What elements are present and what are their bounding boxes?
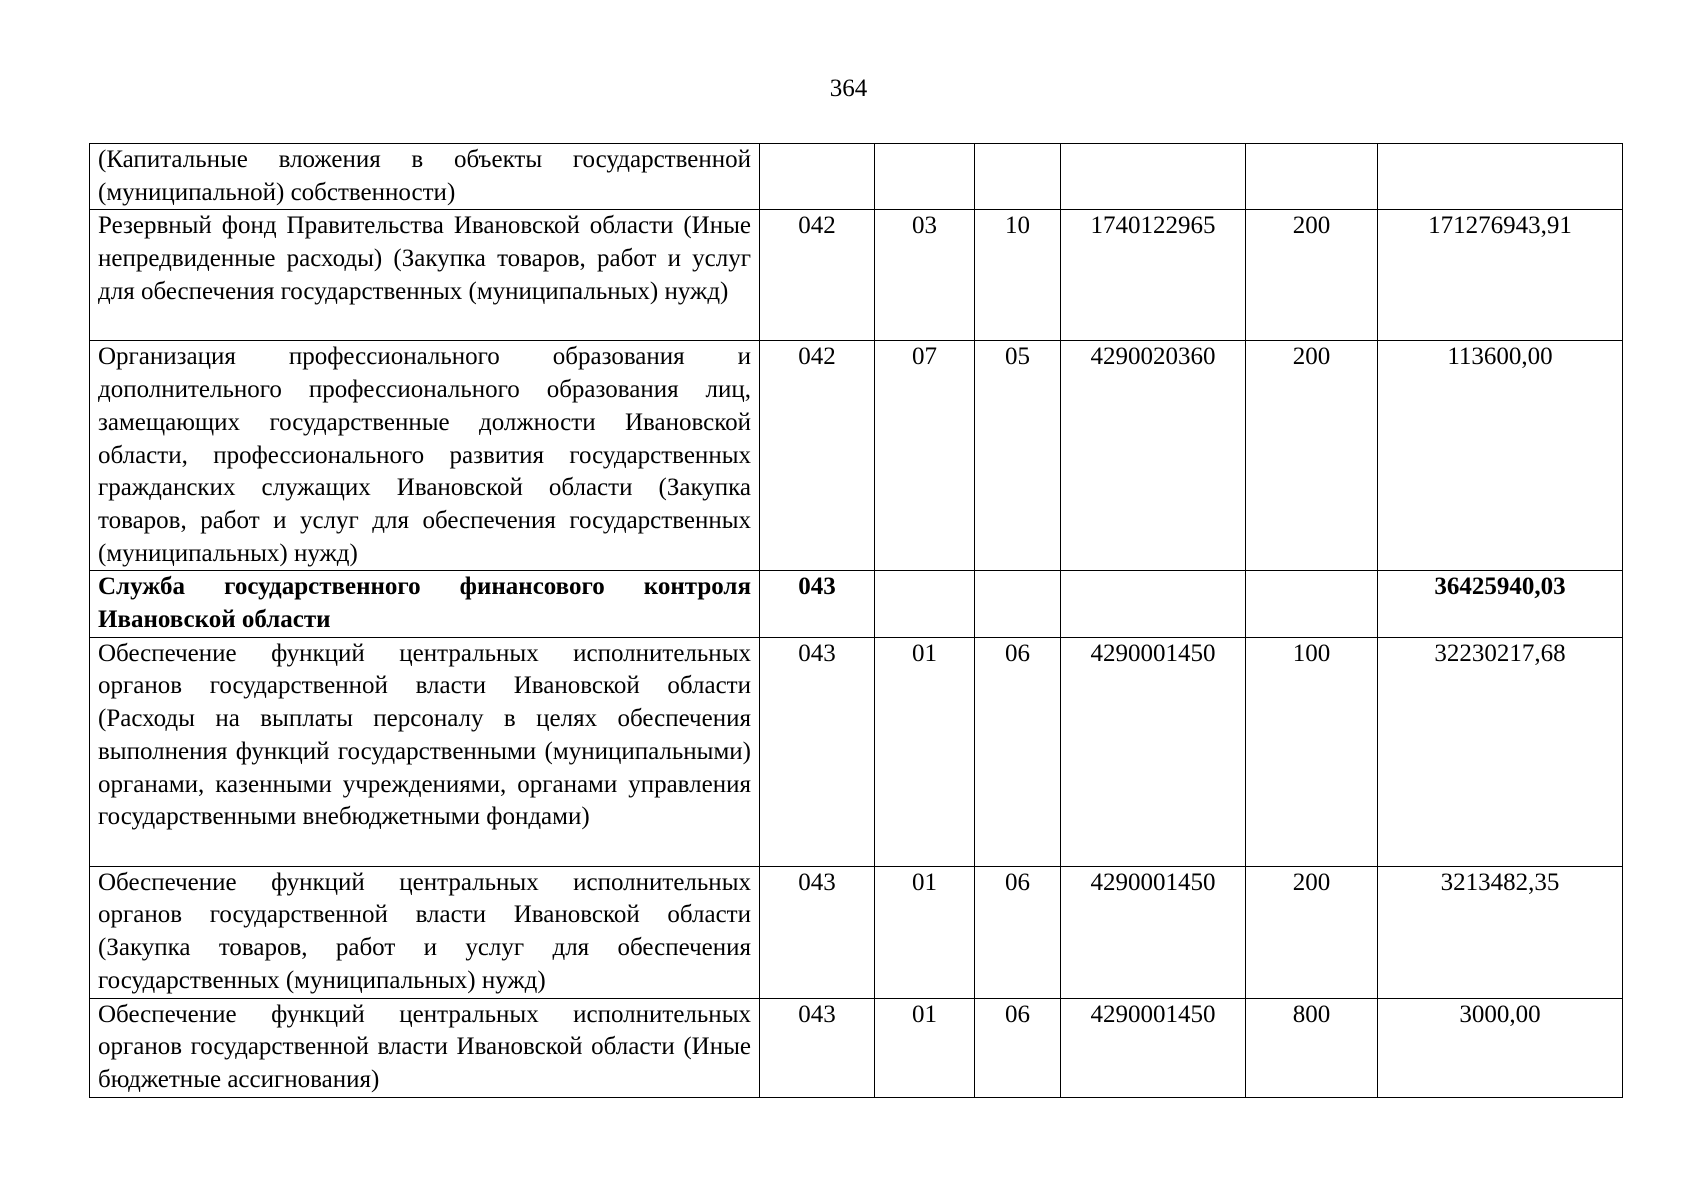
section-cell: 03 [875, 210, 975, 341]
expense-type-cell: 800 [1246, 998, 1378, 1097]
expense-type-cell: 200 [1246, 210, 1378, 341]
page-number: 364 [829, 75, 868, 102]
amount-cell: 171276943,91 [1378, 210, 1623, 341]
row-name-cell: Организация профессионального образования и дополнительного профессионального образования лиц, замещающих государственные должности Ивановской области, профессионального развития государственных гражданских служащих Ивановской области (Закупка товаров, работ и услуг для обеспечения государственных (муниципальных) нужд) [90, 341, 760, 571]
ved-cell: 042 [760, 341, 875, 571]
section-cell: 01 [875, 998, 975, 1097]
section-cell: 07 [875, 341, 975, 571]
section-cell: 01 [875, 637, 975, 866]
row-name-cell: Обеспечение функций центральных исполнительных органов государственной власти Ивановской области (Закупка товаров, работ и услуг для обеспечения государственных (муниципальных) нужд) [90, 866, 760, 998]
subsection-cell: 06 [975, 637, 1061, 866]
section-cell: 01 [875, 866, 975, 998]
subsection-cell: 06 [975, 866, 1061, 998]
target-article-cell: 4290020360 [1061, 341, 1246, 571]
ved-cell: 043 [760, 998, 875, 1097]
table-row [90, 866, 1623, 998]
subsection-cell: 10 [975, 210, 1061, 341]
ved-cell: 043 [760, 866, 875, 998]
target-article-cell: 4290001450 [1061, 866, 1246, 998]
target-article-cell: 4290001450 [1061, 637, 1246, 866]
budget-table [89, 143, 1623, 1098]
subsection-cell [975, 571, 1061, 637]
ved-cell [760, 144, 875, 210]
ved-cell: 043 [760, 637, 875, 866]
expense-type-cell [1246, 571, 1378, 637]
amount-cell: 113600,00 [1378, 341, 1623, 571]
target-article-cell [1061, 144, 1246, 210]
ved-cell: 043 [760, 571, 875, 637]
table-row [90, 210, 1623, 341]
table-row [90, 637, 1623, 866]
table-row [90, 144, 1623, 210]
amount-cell: 3213482,35 [1378, 866, 1623, 998]
expense-type-cell: 100 [1246, 637, 1378, 866]
expense-type-cell [1246, 144, 1378, 210]
amount-cell: 32230217,68 [1378, 637, 1623, 866]
row-name-cell: Обеспечение функций центральных исполнительных органов государственной власти Ивановской области (Иные бюджетные ассигнования) [90, 998, 760, 1097]
ved-cell: 042 [760, 210, 875, 341]
target-article-cell: 4290001450 [1061, 998, 1246, 1097]
subsection-cell: 05 [975, 341, 1061, 571]
expense-type-cell: 200 [1246, 341, 1378, 571]
section-cell [875, 144, 975, 210]
amount-cell [1378, 144, 1623, 210]
row-name-cell: (Капитальные вложения в объекты государственной (муниципальной) собственности) [90, 144, 760, 210]
table-row-department-total [90, 571, 1623, 637]
row-name-cell: Резервный фонд Правительства Ивановской области (Иные непредвиденные расходы) (Закупка товаров, работ и услуг для обеспечения государственных (муниципальных) нужд) [90, 210, 760, 341]
row-name-cell: Обеспечение функций центральных исполнительных органов государственной власти Ивановской области (Расходы на выплаты персоналу в целях обеспечения выполнения функций государственными (муниципальными) органами, казенными учреждениями, органами управления государственными внебюджетными фондами) [90, 637, 760, 866]
subsection-cell [975, 144, 1061, 210]
table-row [90, 341, 1623, 571]
expense-type-cell: 200 [1246, 866, 1378, 998]
table-row [90, 998, 1623, 1097]
amount-cell: 3000,00 [1378, 998, 1623, 1097]
subsection-cell: 06 [975, 998, 1061, 1097]
amount-cell: 36425940,03 [1378, 571, 1623, 637]
target-article-cell: 1740122965 [1061, 210, 1246, 341]
section-cell [875, 571, 975, 637]
target-article-cell [1061, 571, 1246, 637]
row-name-cell: Служба государственного финансового контроля Ивановской области [90, 571, 760, 637]
